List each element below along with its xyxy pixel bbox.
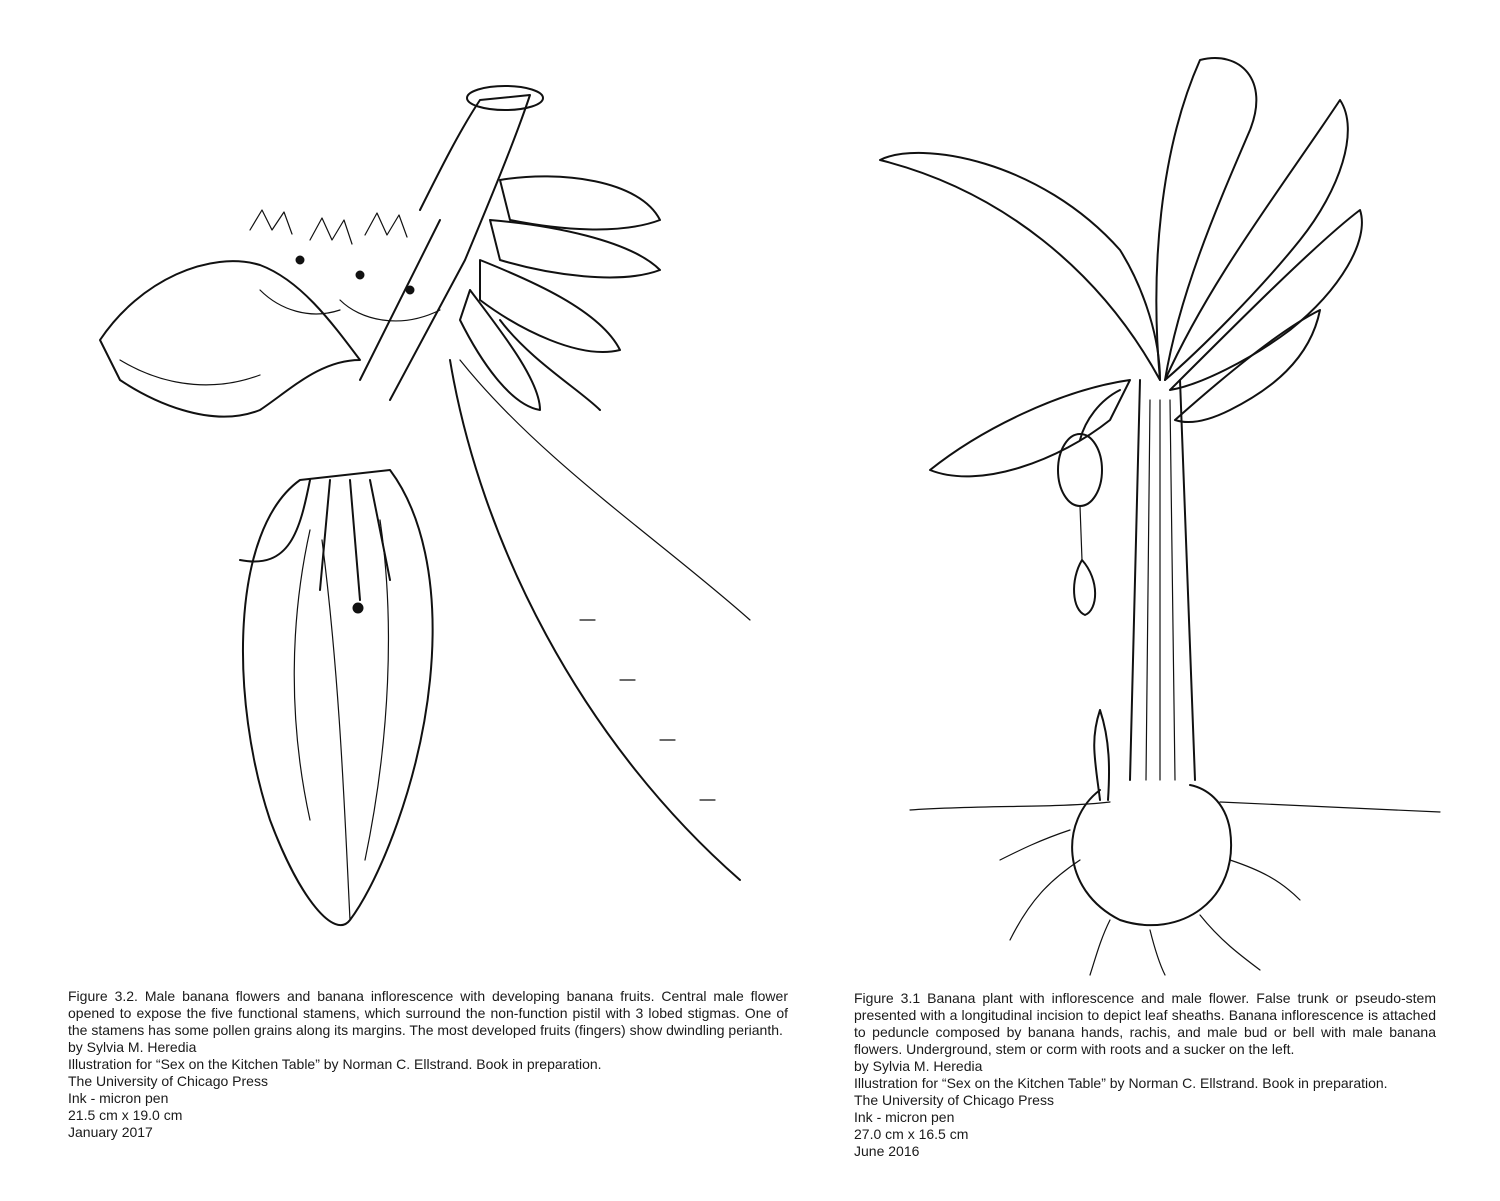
banana-inflorescence-drawing xyxy=(60,60,780,940)
leaf-top xyxy=(1156,58,1256,380)
figure-caption-text: Figure 3.2. Male banana flowers and banana inflorescence with developing banana fruits. Central male flower opened to expose the five functional stamens, which surround the non-function pistil with 3 lobed stigmas. One of the stamens has some pollen grains along its margins. The most developed fruits (fingers) show dwindling perianth. xyxy=(68,988,788,1038)
illustration-for: Illustration for “Sex on the Kitchen Table” by Norman C. Ellstrand. Book in preparation. xyxy=(68,1056,602,1072)
corm xyxy=(1072,785,1231,925)
caption-figure-3-2 xyxy=(68,988,788,1141)
dimensions: 27.0 cm x 16.5 cm xyxy=(854,1126,969,1142)
illustration-for: Illustration for “Sex on the Kitchen Table” by Norman C. Ellstrand. Book in preparation. xyxy=(854,1075,1388,1091)
banana-plant-illustration xyxy=(860,40,1460,980)
sucker xyxy=(1094,710,1109,800)
artist-credit: by Sylvia M. Heredia xyxy=(68,1039,197,1055)
rachis xyxy=(1080,506,1082,560)
leaf-sheaths xyxy=(1146,400,1175,780)
bract-edge-right xyxy=(460,360,750,620)
artist-credit: by Sylvia M. Heredia xyxy=(854,1058,983,1074)
ground-line xyxy=(910,802,1440,812)
dimensions: 21.5 cm x 19.0 cm xyxy=(68,1107,183,1123)
peduncle xyxy=(1080,390,1120,440)
medium: Ink - micron pen xyxy=(854,1109,955,1125)
rachis xyxy=(390,95,530,400)
pseudo-stem xyxy=(1130,380,1195,780)
leaf-left-upper xyxy=(880,153,1160,380)
leaf-right-middle xyxy=(1170,210,1362,390)
banana-plant-drawing xyxy=(860,40,1460,980)
bract-midline xyxy=(322,540,350,920)
date: January 2017 xyxy=(68,1124,153,1140)
male-flower-cluster xyxy=(250,210,440,321)
publisher: The University of Chicago Press xyxy=(68,1073,268,1089)
date: June 2016 xyxy=(854,1143,920,1159)
exposed-stamens xyxy=(240,480,390,613)
caption-figure-3-1 xyxy=(854,990,1436,1160)
upper-bract xyxy=(100,261,360,416)
banana-hands xyxy=(1058,434,1102,506)
publisher: The University of Chicago Press xyxy=(854,1092,1054,1108)
roots xyxy=(1000,830,1300,975)
leaf-right-upper xyxy=(1165,100,1348,380)
banana-hand xyxy=(460,176,660,410)
figure-caption-text: Figure 3.1 Banana plant with inflorescence and male flower. False trunk or pseudo-stem presented with a longitudinal incision to depict leaf sheaths. Banana inflorescence is attached to peduncle composed by banana hands, rachis, and male bud or bell with male banana flowers. Underground, stem or corm with roots and a sucker on the left. xyxy=(854,990,1436,1057)
medium: Ink - micron pen xyxy=(68,1090,169,1106)
male-bud xyxy=(1074,560,1095,615)
leaf-right-lower xyxy=(1175,310,1320,422)
leaf-left-lower xyxy=(930,380,1130,476)
banana-inflorescence-illustration xyxy=(60,60,780,940)
